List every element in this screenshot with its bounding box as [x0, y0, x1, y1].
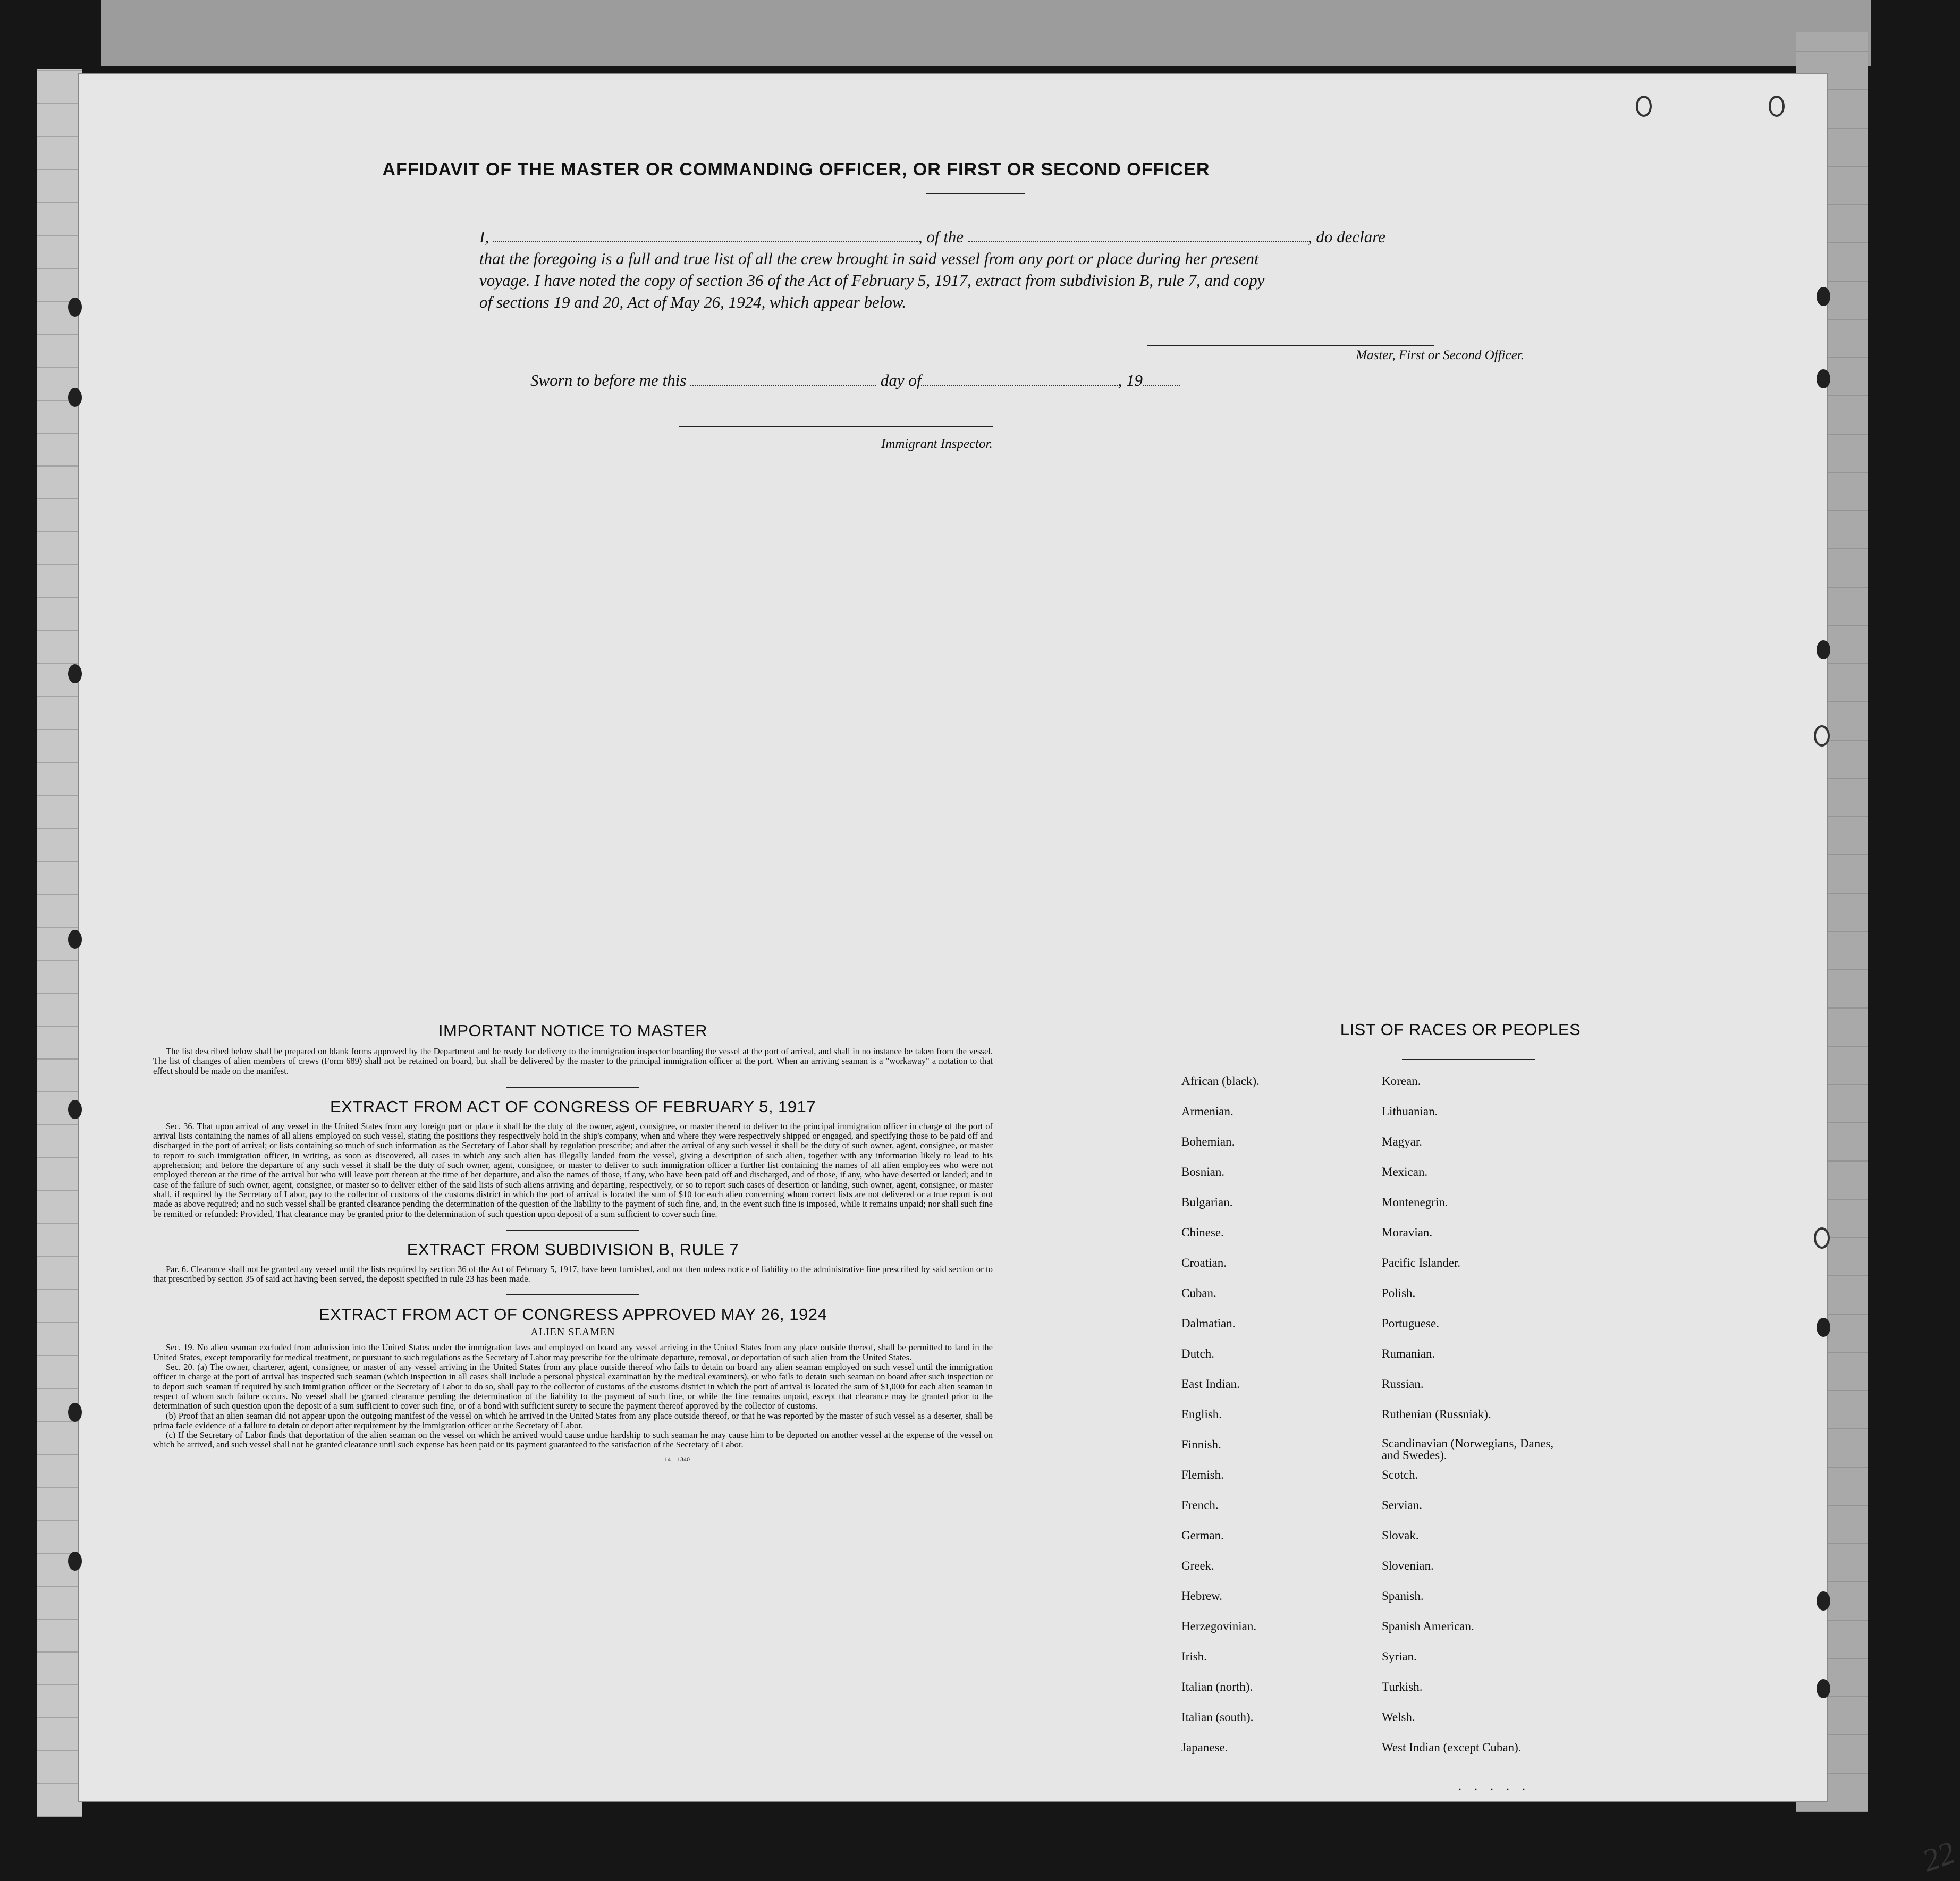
- binder-hole: [1817, 369, 1830, 388]
- races-left-column: [1181, 1074, 1260, 1771]
- backing-sheet-top: [101, 0, 1871, 66]
- race-item: Spanish American.: [1382, 1620, 1474, 1633]
- title-rule: [926, 193, 1025, 194]
- inspector-line: [679, 426, 993, 427]
- sworn-line: [530, 371, 1180, 390]
- extract-1924-title: EXTRACT FROM ACT OF CONGRESS APPROVED MAY 26, 1924: [318, 1305, 827, 1324]
- sworn-day: day of: [880, 371, 922, 389]
- binder-hole: [1814, 725, 1830, 747]
- affidavit-body: [479, 226, 1566, 313]
- race-item: Italian (north).: [1181, 1680, 1253, 1693]
- section-rule: [506, 1230, 639, 1231]
- document-page: [79, 74, 1960, 1879]
- affidavit-line-1: [479, 226, 1566, 248]
- name-blank: [493, 228, 918, 242]
- handwritten-page-number: 22: [1917, 1834, 1960, 1879]
- binder-hole: [68, 930, 82, 949]
- affidavit-of-the: , of the: [918, 227, 964, 246]
- race-item: Cuban.: [1181, 1286, 1216, 1300]
- race-item: East Indian.: [1181, 1377, 1240, 1391]
- binder-hole: [68, 1552, 82, 1571]
- alien-seamen-subtitle: ALIEN SEAMEN: [530, 1326, 615, 1338]
- affidavit-line-4: of sections 19 and 20, Act of May 26, 1924, which appear below.: [479, 293, 907, 311]
- signature-label: Master, First or Second Officer.: [1356, 348, 1524, 362]
- binder-hole: [1817, 1679, 1830, 1698]
- extract-rule7-text: Par. 6. Clearance shall not be granted any vessel until the lists required by section 36 of the Act of February 5, 1917, have been furnished, and not then unless notice of liability to the administrative fine prescribed by said section or to that prescribed by section 35 of said act having been served, the deposit specified in rule 23 has been made.: [153, 1264, 993, 1284]
- race-item: Slovenian.: [1382, 1559, 1434, 1572]
- races-rule: [1402, 1059, 1535, 1060]
- binder-hole: [68, 388, 82, 407]
- races-title: LIST OF RACES OR PEOPLES: [1340, 1020, 1581, 1039]
- race-item: German.: [1181, 1529, 1224, 1542]
- race-item: Russian.: [1382, 1377, 1424, 1391]
- race-item: Servian.: [1382, 1498, 1423, 1512]
- race-item: Moravian.: [1382, 1226, 1433, 1239]
- race-item: Dalmatian.: [1181, 1317, 1236, 1330]
- affidavit-line-2: that the foregoing is a full and true list of all the crew brought in said vessel from any port or place during her present: [479, 249, 1259, 268]
- race-item: Montenegrin.: [1382, 1196, 1448, 1209]
- race-item: Welsh.: [1382, 1710, 1415, 1724]
- race-item: Mexican.: [1382, 1165, 1428, 1179]
- race-item: Chinese.: [1181, 1226, 1224, 1239]
- race-item: Bulgarian.: [1181, 1196, 1233, 1209]
- inspector-label: Immigrant Inspector.: [881, 437, 993, 451]
- race-item: Bosnian.: [1181, 1165, 1225, 1179]
- race-item: Scandinavian (Norwegians, Danes, and Swedes).: [1382, 1437, 1554, 1462]
- race-item: Irish.: [1181, 1650, 1207, 1663]
- sworn-year: , 19: [1118, 371, 1143, 389]
- binder-hole: [1814, 1227, 1830, 1249]
- race-item: Portuguese.: [1382, 1317, 1439, 1330]
- race-item: Spanish.: [1382, 1589, 1424, 1603]
- binder-hole: [1817, 1318, 1830, 1337]
- race-item: Pacific Islander.: [1382, 1256, 1461, 1269]
- race-item: Rumanian.: [1382, 1347, 1435, 1360]
- race-item: Ruthenian (Russniak).: [1382, 1408, 1491, 1421]
- binder-hole: [68, 1403, 82, 1422]
- section-rule: [506, 1294, 639, 1295]
- sec-20c-text: (c) If the Secretary of Labor finds that deportation of the alien seaman on the vessel on which he arrived would cause undue hardship to such seaman he may cause him to be deported on another vessel at the expense of the vessel on which he arrived, and such vessel shall not be granted clearance until such expense has been paid or its payment guaranteed to the satisfaction of the Secretary of Labor.: [153, 1430, 993, 1450]
- notice-text: The list described below shall be prepared on blank forms approved by the Department and be ready for delivery to the immigration inspector boarding the vessel at the port of arrival, and shall in no instance be taken from the vessel. The list of changes of alien members of crews (Form 689) shall not be retained on board, but shall be delivered by the master to the principal immigration officer at the port. When an arriving seaman is a "workaway" a notation to that effect should be made on the manifest.: [153, 1046, 993, 1076]
- race-item: Turkish.: [1382, 1680, 1423, 1693]
- signature-line: [1147, 345, 1434, 346]
- month-blank: [921, 373, 1118, 386]
- race-item: Finnish.: [1181, 1438, 1221, 1451]
- sec-20a-text: Sec. 20. (a) The owner, charterer, agent, consignee, or master of any vessel arriving in the United States from any place outside thereof who fails to detain on board any alien seaman employed on such vessel until the immigration officer in charge at the port of arrival has inspected such seaman (which inspection in all cases shall include a personal physical examination by the medical examiners), or who fails to detain such seaman on board after such inspection or to deport such seaman if required by such immigration officer or the Secretary of Labor to do so, shall pay to the collector of customs of the customs district in which the port of arrival is located the sum of $1,000 for each alien seaman in respect of whom such failure occurs. No vessel shall be granted clearance pending the determination of the liability to the payment of such fine, or while the fine remains unpaid, except that clearance may be granted prior to the determination of such question upon the deposit of a sum sufficient to cover such fine, or of a bond with sufficient surety to secure the payment thereof approved by the collector of customs.: [153, 1362, 993, 1411]
- notice-title: IMPORTANT NOTICE TO MASTER: [438, 1021, 708, 1040]
- affidavit-title: AFFIDAVIT OF THE MASTER OR COMMANDING OFFICER, OR FIRST OR SECOND OFFICER: [382, 159, 1210, 180]
- race-item: Lithuanian.: [1382, 1105, 1438, 1118]
- sec-19-text: Sec. 19. No alien seaman excluded from admission into the United States under the immigration laws and employed on board any vessel arriving in the United States from any place outside thereof, shall be permitted to land in the United States, except temporarily for medical treatment, or pursuant to such regulations as the Secretary of Labor may prescribe for the ultimate departure, removal, or deportation of such alien from the United States.: [153, 1342, 993, 1362]
- sworn-prefix: Sworn to before me this: [530, 371, 687, 389]
- extract-1917-title: EXTRACT FROM ACT OF CONGRESS OF FEBRUARY 5, 1917: [330, 1097, 816, 1116]
- section-rule: [506, 1087, 639, 1088]
- race-item: Bohemian.: [1181, 1135, 1235, 1148]
- binder-hole: [68, 664, 82, 683]
- vessel-blank: [968, 228, 1308, 242]
- affidavit-line-3: voyage. I have noted the copy of section 36 of the Act of February 5, 1917, extract from subdivision B, rule 7, and copy: [479, 271, 1265, 290]
- binder-hole: [1817, 640, 1830, 659]
- race-item: West Indian (except Cuban).: [1382, 1741, 1522, 1754]
- race-item: Croatian.: [1181, 1256, 1227, 1269]
- trailing-dots: · · · · ·: [1458, 1783, 1530, 1797]
- race-item: Italian (south).: [1181, 1710, 1254, 1724]
- race-item: Japanese.: [1181, 1741, 1228, 1754]
- sec-20b-text: (b) Proof that an alien seaman did not appear upon the outgoing manifest of the vessel on which he arrived in the United States from any place outside thereof, or that he was reported by the master of such vessel as a deserter, shall be prima facie evidence of a failure to detain or deport after requirement by the immigration officer or the Secretary of Labor.: [153, 1410, 993, 1430]
- race-item: French.: [1181, 1498, 1219, 1512]
- year-blank: [1143, 373, 1180, 386]
- race-item: Syrian.: [1382, 1650, 1417, 1663]
- race-item: Scotch.: [1382, 1468, 1418, 1481]
- affidavit-declare: , do declare: [1307, 227, 1385, 246]
- race-item: Dutch.: [1181, 1347, 1214, 1360]
- race-item: Slovak.: [1382, 1529, 1419, 1542]
- form-number: 14—1340: [664, 1455, 690, 1463]
- race-item: Greek.: [1181, 1559, 1214, 1572]
- race-item: Armenian.: [1181, 1105, 1234, 1118]
- race-item: Flemish.: [1181, 1468, 1224, 1481]
- binder-hole: [1817, 1591, 1830, 1611]
- race-item: African (black).: [1181, 1074, 1260, 1088]
- race-item: Herzegovinian.: [1181, 1620, 1257, 1633]
- races-right-column: [1382, 1074, 1573, 1771]
- extract-rule7-title: EXTRACT FROM SUBDIVISION B, RULE 7: [407, 1240, 739, 1259]
- notice-column: [153, 1021, 993, 1463]
- binder-hole: [1636, 96, 1652, 117]
- race-item: Magyar.: [1382, 1135, 1423, 1148]
- binder-hole: [1769, 96, 1785, 117]
- race-item: English.: [1181, 1408, 1222, 1421]
- race-item: Korean.: [1382, 1074, 1421, 1088]
- binder-hole: [1817, 287, 1830, 306]
- extract-1917-text: Sec. 36. That upon arrival of any vessel in the United States from any foreign port or place it shall be the duty of the owner, agent, consignee, or master thereof to deliver to the principal immigration officer in charge of the port of arrival lists containing the names of all aliens employed on such vessel, stating the positions they respectively hold in the ship's company, when and where they were respectively shipped or engaged, and specifying those to be paid off and discharged in the port of arrival; or lists containing so much of such information as the Secretary of Labor shall by regulation prescribe; and after the arrival of any such vessel it shall be the duty of such owner, agent, consignee, or master to report to such immigration officer, in writing, as soon as discovered, all cases in which any such alien has illegally landed from the vessel, giving a description of such alien, together with any information likely to lead to his apprehension; and before the departure of any such vessel it shall be the duty of such owner, agent, consignee, or master to deliver to such immigration officer a further list containing the names of all alien employees who were not employed thereon at the time of the arrival but who will leave port thereon at the time of her departure, and also the names of those, if any, who have been paid off and discharged, and of those, if any, who have deserted or landed; and in case of the failure of such owner, agent, consignee, or master so to deliver either of the said lists of such aliens arriving and departing, respectively, or so to report such cases of desertion or landing, such owner, agent, consignee, or master shall, if required by the Secretary of Labor, pay to the collector of customs of the customs district in which the port of arrival is located the sum of $10 for each alien concerning whom correct lists are not delivered or a true report is not made as above required; and no such vessel shall be granted clearance pending the determination of the question of the liability to the payment of such fine, and, in the event such fine is imposed, while it remains unpaid; nor shall such fine be remitted or refunded: Provided, That clearance may be granted prior to the determination of such question upon deposit of a sum sufficient to cover such fine.: [153, 1121, 993, 1219]
- race-item: Polish.: [1382, 1286, 1416, 1300]
- affidavit-i: I,: [479, 227, 489, 246]
- race-item: Hebrew.: [1181, 1589, 1223, 1603]
- binder-hole: [68, 298, 82, 317]
- day-blank: [690, 373, 876, 386]
- binder-hole: [68, 1100, 82, 1119]
